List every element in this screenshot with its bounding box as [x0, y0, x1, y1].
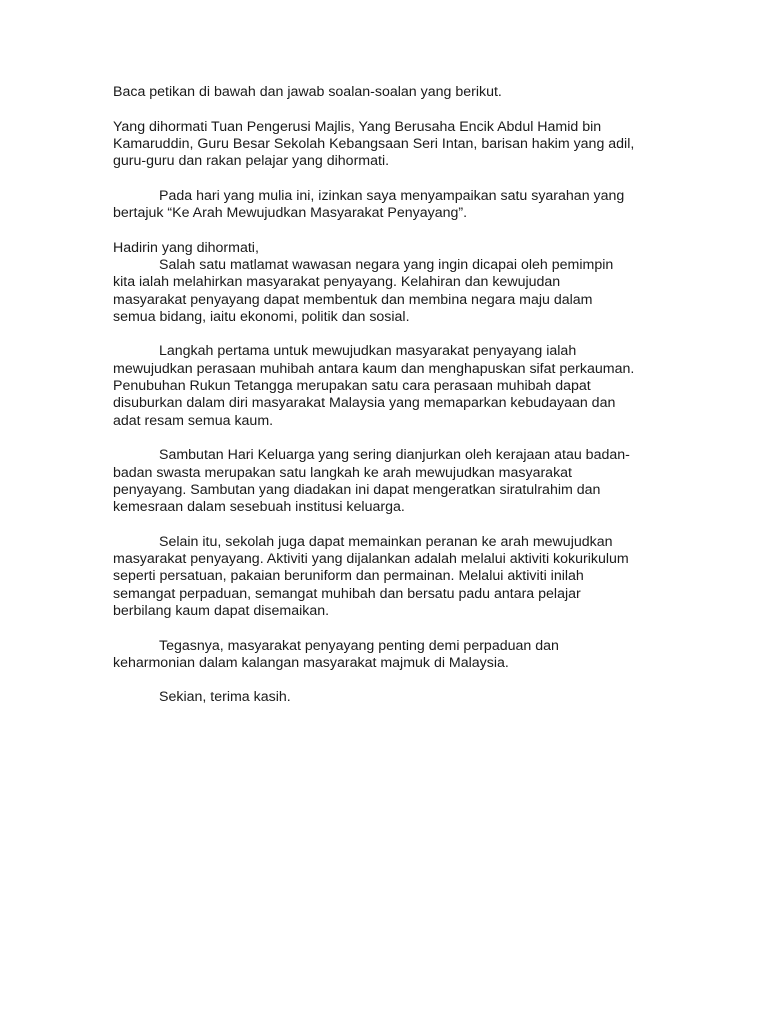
instruction-text: Baca petikan di bawah dan jawab soalan-soalan yang berikut.: [113, 84, 502, 100]
conclusion-paragraph: Tegasnya, masyarakat penyayang penting demi perpaduan dan keharmonian dalam kalangan masyarakat majmuk di Malaysia.: [113, 637, 559, 671]
document-page: [113, 84, 713, 724]
closing-line: Sekian, terima kasih.: [159, 689, 291, 706]
address-line: Hadirin yang dihormati,: [113, 239, 259, 256]
paragraph-2: Langkah pertama untuk mewujudkan masyarakat penyayang ialah mewujudkan perasaan muhibah antara kaum dan menghapuskan sifat perkauman. Penubuhan Rukun Tetangga merupakan satu cara perasaan muhibah dapat disuburkan dalam diri masyarakat Malaysia yang memaparkan kebudayaan dan adat resam semua kaum.: [113, 343, 635, 429]
paragraph-3: Sambutan Hari Keluarga yang sering dianjurkan oleh kerajaan atau badan- badan swasta merupakan satu langkah ke arah mewujudkan masyarakat penyayang. Sambutan yang diadakan ini dapat mengeratkan siratulrahim dan kemesraan dalam sesebuah institusi keluarga.: [113, 447, 630, 516]
body-opening-block: [113, 240, 713, 326]
paragraph-1: Salah satu matlamat wawasan negara yang ingin dicapai oleh pemimpin kita ialah melahirkan masyarakat penyayang. Kelahiran dan kewujudan masyarakat penyayang dapat membentuk dan membina negara maju dalam semua bidang, iaitu ekonomi, politik dan sosial.: [113, 256, 614, 325]
salutation-paragraph: Yang dihormati Tuan Pengerusi Majlis, Yang Berusaha Encik Abdul Hamid bin Kamaruddin, Guru Besar Sekolah Kebangsaan Seri Intan, barisan hakim yang adil, guru-guru dan rakan pelajar yang dihormati.: [113, 118, 635, 170]
paragraph-4: Selain itu, sekolah juga dapat memainkan peranan ke arah mewujudkan masyarakat penyayang. Aktiviti yang dijalankan adalah melalui aktiviti kokurikulum seperti persatuan, pakaian beruniform dan permainan. Melalui aktiviti inilah semangat perpaduan, semangat muhibah dan bersatu padu antara pelajar berbilang kaum dapat disemaikan.: [113, 533, 629, 619]
intro-paragraph: Pada hari yang mulia ini, izinkan saya menyampaikan satu syarahan yang bertajuk “Ke Arah Mewujudkan Masyarakat Penyayang”.: [113, 187, 625, 222]
